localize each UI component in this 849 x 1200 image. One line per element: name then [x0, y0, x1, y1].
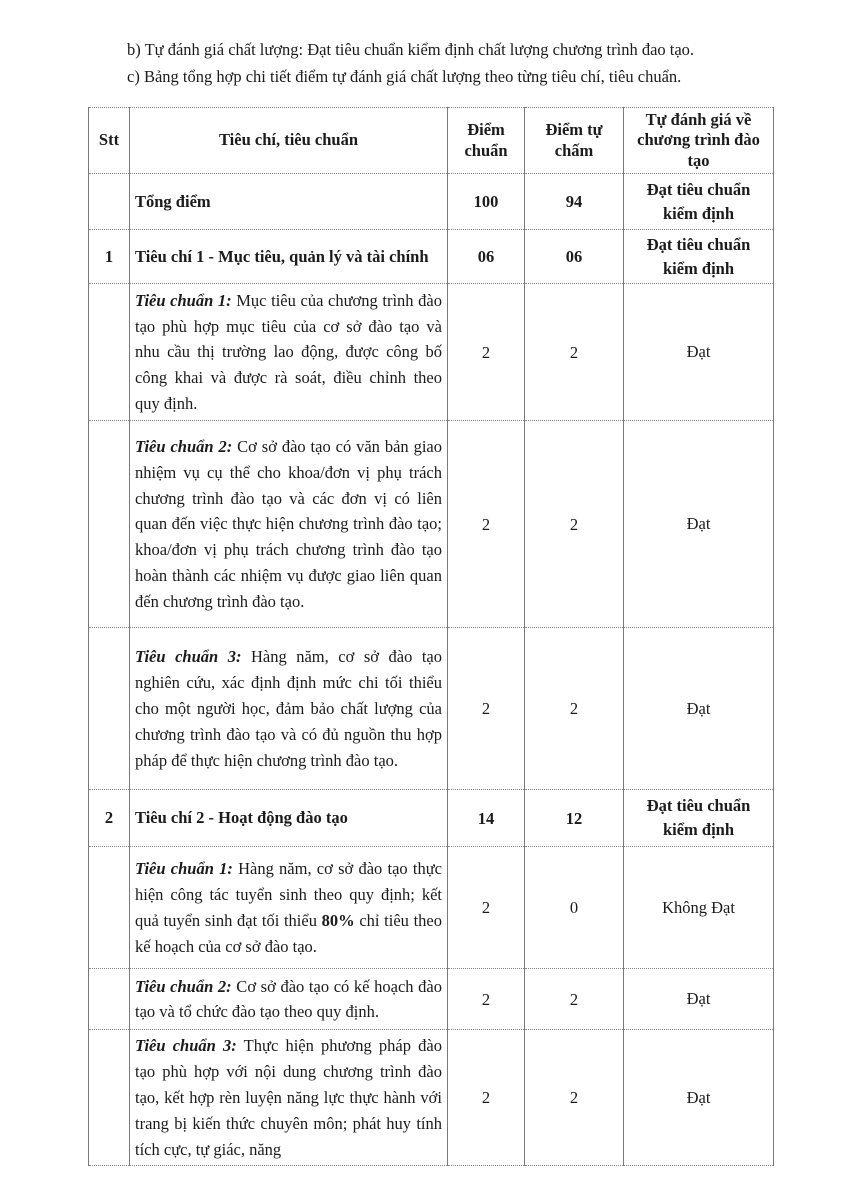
column-header-standard-score: Điểm chuẩn [448, 108, 525, 174]
table-body [89, 174, 774, 1166]
assessment-table [88, 107, 774, 1166]
table-row [89, 230, 774, 284]
criteria-text-segment: Hàng năm, cơ sở đào tạo nghiên cứu, xác định định mức chi tối thiểu cho một người học, đảm bảo chất lượng của chương trình đào tạo và có đủ nguồn thu hợp pháp để thực hiện chương trình đào tạo. [135, 647, 442, 770]
cell-self-score: 2 [525, 628, 624, 790]
criteria-text-segment: Hàng năm, cơ sở đào tạo thực hiện công tác tuyển sinh theo quy định; kết quả tuyển sinh đạt tối thiểu [135, 859, 442, 930]
criteria-text-segment: Tiêu chuẩn 1: [135, 290, 232, 310]
column-header-self-score: Điểm tự chấm [525, 108, 624, 174]
criteria-text-segment: Tiêu chuẩn 2: [135, 976, 232, 996]
cell-standard-score: 2 [448, 628, 525, 790]
cell-assessment: Đạt tiêu chuẩn kiểm định [624, 790, 774, 847]
cell-self-score: 94 [525, 174, 624, 230]
cell-criteria-text [130, 628, 448, 790]
cell-assessment: Đạt [624, 628, 774, 790]
criteria-text-segment: Tiêu chí 2 - Hoạt động đào tạo [135, 808, 348, 828]
cell-self-score: 0 [525, 847, 624, 969]
criteria-text-segment: Mục tiêu của chương trình đào tạo phù hợp mục tiêu của cơ sở đào tạo và nhu cầu thị trường lao động, được công bố công khai và được rà soát, điều chỉnh theo quy định. [135, 290, 442, 414]
cell-self-score: 2 [525, 284, 624, 421]
cell-criteria-text [130, 230, 448, 284]
criteria-text-segment: Tiêu chí 1 - Mục tiêu, quản lý và tài chính [135, 246, 429, 266]
column-header-stt: Stt [89, 108, 130, 174]
cell-assessment: Đạt [624, 969, 774, 1030]
cell-self-score: 2 [525, 1030, 624, 1166]
table-header [89, 108, 774, 174]
criteria-text-segment: Tiêu chuẩn 1: [135, 859, 233, 879]
table-row [89, 847, 774, 969]
cell-assessment: Đạt [624, 284, 774, 421]
criteria-text-segment: chỉ tiêu theo kế hoạch của cơ sở đào tạo. [135, 910, 442, 956]
intro-line-c: c) Bảng tổng hợp chi tiết điểm tự đánh giá chất lượng theo từng tiêu chí, tiêu chuẩn. [127, 67, 682, 86]
cell-stt [89, 847, 130, 969]
cell-standard-score: 100 [448, 174, 525, 230]
intro-line-b: b) Tự đánh giá chất lượng: Đạt tiêu chuẩn kiểm định chất lượng chương trình đao tạo. [127, 40, 695, 59]
table-row [89, 790, 774, 847]
cell-stt [89, 628, 130, 790]
cell-standard-score: 2 [448, 421, 525, 628]
criteria-text-segment: Tiêu chuẩn 3: [135, 647, 242, 667]
criteria-text-segment: Tiêu chuẩn 2: [135, 437, 233, 457]
cell-self-score: 06 [525, 230, 624, 284]
table-row [89, 969, 774, 1030]
cell-stt [89, 969, 130, 1030]
cell-standard-score: 06 [448, 230, 525, 284]
cell-criteria-text [130, 790, 448, 847]
cell-self-score: 2 [525, 969, 624, 1030]
header-row [89, 108, 774, 174]
cell-stt: 1 [89, 230, 130, 284]
cell-self-score: 12 [525, 790, 624, 847]
cell-assessment: Đạt [624, 1030, 774, 1166]
criteria-text-segment: 80% [321, 910, 355, 930]
column-header-self-assessment: Tự đánh giá về chương trình đào tạo [624, 108, 774, 174]
criteria-text-segment: Thực hiện phương pháp đào tạo phù hợp với nội dung chương trình đào tạo, kết hợp rèn luyện năng lực thực hành với trang bị kiến thức chuyên môn; phát huy tính tích cực, tự giác, năng [135, 1036, 442, 1159]
criteria-text-segment: Tổng điểm [135, 191, 211, 211]
cell-stt [89, 421, 130, 628]
cell-assessment: Đạt tiêu chuẩn kiểm định [624, 230, 774, 284]
cell-criteria-text [130, 174, 448, 230]
table-row [89, 421, 774, 628]
cell-assessment: Đạt [624, 421, 774, 628]
table-row [89, 174, 774, 230]
cell-standard-score: 2 [448, 1030, 525, 1166]
cell-self-score: 2 [525, 421, 624, 628]
cell-criteria-text [130, 847, 448, 969]
table-row [89, 1030, 774, 1166]
cell-standard-score: 2 [448, 284, 525, 421]
cell-criteria-text [130, 969, 448, 1030]
cell-stt [89, 174, 130, 230]
cell-criteria-text [130, 421, 448, 628]
cell-standard-score: 14 [448, 790, 525, 847]
cell-assessment: Không Đạt [624, 847, 774, 969]
intro-paragraph [127, 36, 792, 90]
table-row [89, 284, 774, 421]
cell-stt [89, 284, 130, 421]
cell-criteria-text [130, 284, 448, 421]
criteria-text-segment: Cơ sở đào tạo có kế hoạch đào tạo và tổ chức đào tạo theo quy định. [135, 976, 442, 1022]
table-row [89, 628, 774, 790]
cell-stt [89, 1030, 130, 1166]
criteria-text-segment: Cơ sở đào tạo có văn bản giao nhiệm vụ cụ thể cho khoa/đơn vị phụ trách chương trình đào tạo và các đơn vị có liên quan đến việc thực hiện chương trình đào tạo; khoa/đơn vị phụ trách chương trình đào tạo hoàn thành các nhiệm vụ được giao liên quan đến chương trình đào tạo. [135, 437, 442, 611]
cell-standard-score: 2 [448, 847, 525, 969]
cell-standard-score: 2 [448, 969, 525, 1030]
column-header-criteria: Tiêu chí, tiêu chuẩn [130, 108, 448, 174]
cell-stt: 2 [89, 790, 130, 847]
criteria-text-segment: Tiêu chuẩn 3: [135, 1036, 237, 1056]
cell-assessment: Đạt tiêu chuẩn kiểm định [624, 174, 774, 230]
cell-criteria-text [130, 1030, 448, 1166]
